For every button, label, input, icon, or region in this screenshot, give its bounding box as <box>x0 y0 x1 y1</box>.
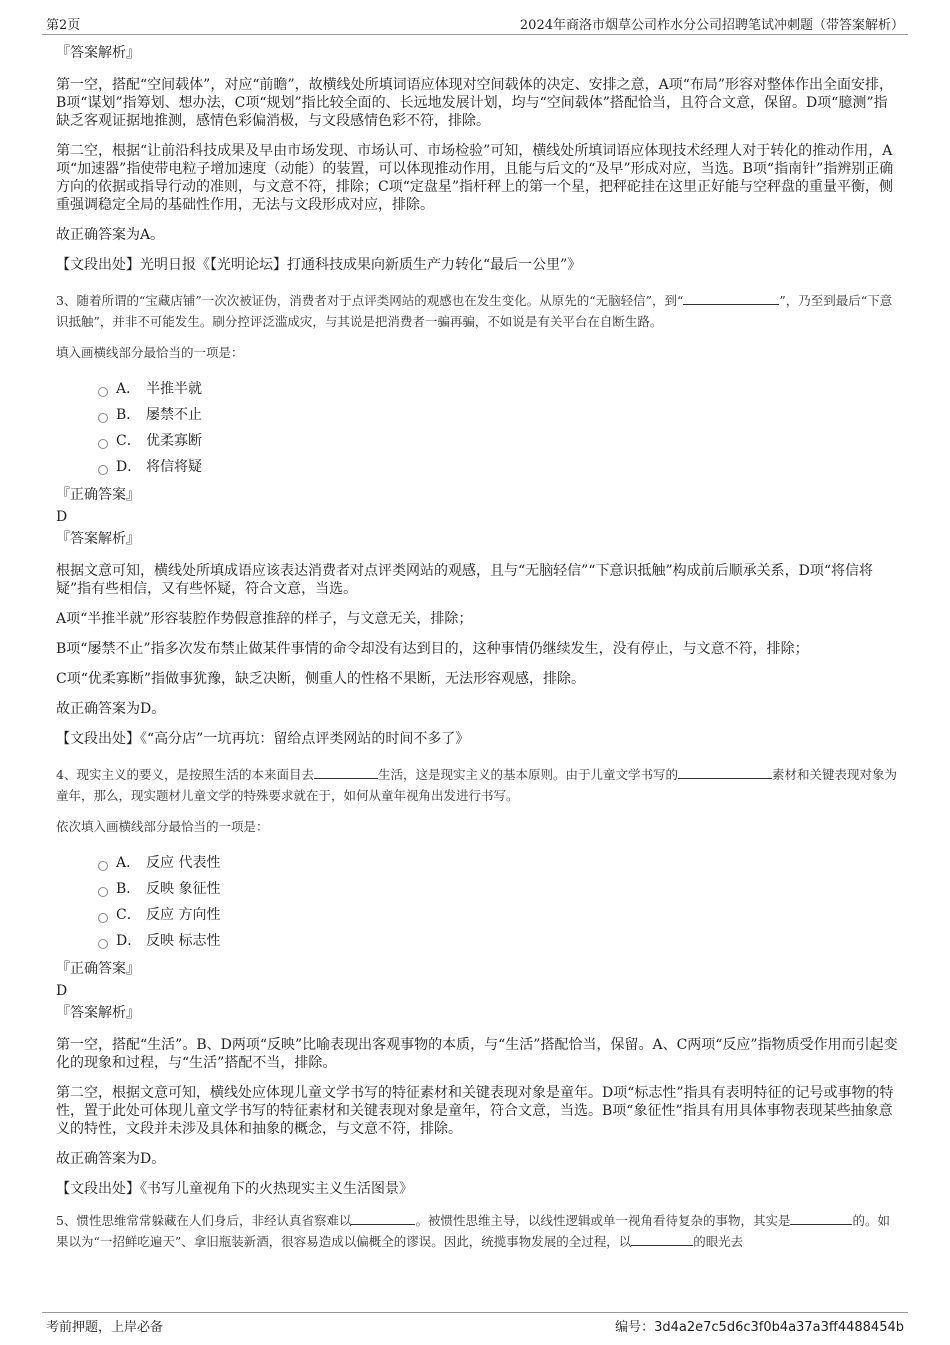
page-header <box>42 12 908 35</box>
q4-stem-part3: 素材和关键表现对象为童年，那么，现实题材儿童文学的特殊要求就在于，如何从童年视角出发进行书写。 <box>56 767 897 803</box>
q4-stem <box>56 764 898 806</box>
q4-prompt: 依次填入画横线部分最恰当的一项是： <box>56 819 269 834</box>
q2-conclusion: 故正确答案为A。 <box>56 227 165 243</box>
radio-icon[interactable] <box>98 861 108 871</box>
q4-answer: D <box>56 983 68 999</box>
q5-blank-2 <box>790 1211 852 1225</box>
q3-stem-part2: ”，乃至到最后“下意识抵触”，并非不可能发生。刷分控评泛滥成灾，与其说是把消费者一骗再骗，不如说是有关平台在自断生路。 <box>56 293 893 329</box>
page-footer <box>42 1312 908 1335</box>
analysis-label: 『答案解析』 <box>56 45 140 61</box>
q3-options <box>98 376 898 480</box>
q3-prompt: 填入画横线部分最恰当的一项是： <box>56 345 244 360</box>
q3-option-b[interactable]: B． 屡禁不止 <box>98 402 898 428</box>
q3-option-d[interactable]: D． 将信将疑 <box>98 454 898 480</box>
radio-icon[interactable] <box>98 387 108 397</box>
q5-stem <box>56 1210 898 1252</box>
page-number: 第2页 <box>46 18 81 33</box>
q4-analysis-p2: 第二空，根据文意可知，横线处应体现儿童文学书写的特征素材和关键表现对象是童年。D项“标志性”指具有表明特征的记号或事物的特性，置于此处可体现儿童文学书写的特征素材和关键表现对象是童年，符合文意，当选。B项“象征性”指具有用具体事物表现某些抽象意义的特性，文段并未涉及具体和抽象的概念，与文意不符，排除。 <box>56 1085 894 1137</box>
q4-conclusion: 故正确答案为D。 <box>56 1151 166 1167</box>
radio-icon[interactable] <box>98 913 108 923</box>
q5-blank-1 <box>351 1211 415 1225</box>
footer-slogan: 考前押题，上岸必备 <box>46 1320 164 1335</box>
q2-analysis-p2: 第二空，根据“让前沿科技成果及早由市场发现、市场认可、市场检验”可知，横线处所填词语应体现技术经理人对于转化的推动作用，A项“加速器”指使带电粒子增加速度（动能）的装置，可以体现推动作用，且能与后文的“及早”形成对应，当选。B项“指南针”指辨别正确方向的依据或指导行动的准则，与文意不符，排除；C项“定盘星”指杆秤上的第一个星，把秤砣挂在这里正好能与空秤盘的重量平衡，侧重强调稳定全局的基础性作用，无法与文段形成对应，排除。 <box>56 143 894 213</box>
analysis-label: 『答案解析』 <box>56 531 140 547</box>
q3-option-c[interactable]: C． 优柔寡断 <box>98 428 898 454</box>
q4-option-a[interactable]: A． 反应 代表性 <box>98 850 898 876</box>
q4-blank-2 <box>678 765 772 779</box>
q2-analysis-p1: 第一空，搭配“空间载体”，对应“前瞻”，故横线处所填词语应体现对空间载体的决定、安排之意，A项“布局”形容对整体作出全面安排，B项“谋划”指筹划、想办法，C项“规划”指比较全面的、长远地发展计划，均与“空间载体”搭配恰当，且符合文意，保留。D项“臆测”指缺乏客观证据地推测，感情色彩偏消极，与文段感情色彩不符，排除。 <box>56 77 894 129</box>
q4-source: 【文段出处】《书写儿童视角下的火热现实主义生活图景》 <box>56 1181 413 1197</box>
correct-answer-label: 『正确答案』 <box>56 961 140 977</box>
q4-analysis-p1: 第一空，搭配“生活”。B、D两项“反映”比喻表现出客观事物的本质，与“生活”搭配恰当，保留。A、C两项“反应”指物质受作用而引起变化的现象和过程，与“生活”搭配不当，排除。 <box>56 1037 898 1071</box>
q5-blank-3 <box>631 1232 693 1246</box>
q3-blank <box>683 291 779 305</box>
radio-icon[interactable] <box>98 439 108 449</box>
q4-options <box>98 850 898 954</box>
radio-icon[interactable] <box>98 465 108 475</box>
q3-analysis-p1: 根据文意可知，横线处所填成语应该表达消费者对点评类网站的观感，且与“无脑轻信”“下意识抵触”构成前后顺承关系，D项“将信将疑”指有些相信，又有些怀疑，符合文意，当选。 <box>56 563 874 597</box>
q5-stem-part2: 。被惯性思维主导，以线性逻辑或单一视角看待复杂的事物，其实是 <box>415 1213 791 1228</box>
q4-option-d[interactable]: D． 反映 标志性 <box>98 928 898 954</box>
q3-stem <box>56 290 898 332</box>
q3-analysis-p2: A项“半推半就”形容装腔作势假意推辞的样子，与文意无关，排除； <box>56 611 473 627</box>
q2-source: 【文段出处】光明日报《【光明论坛】打通科技成果向新质生产力转化“最后一公里”》 <box>56 257 582 273</box>
q3-source: 【文段出处】《“高分店”一坑再坑：留给点评类网站的时间不多了》 <box>56 731 470 747</box>
q3-answer: D <box>56 509 68 525</box>
radio-icon[interactable] <box>98 413 108 423</box>
document-code: 编号：3d4a2e7c5d6c3f0b4a37a3ff4488454b <box>615 1320 904 1335</box>
q3-option-a[interactable]: A． 半推半就 <box>98 376 898 402</box>
q4-stem-part2: 生活，这是现实主义的基本原则。由于儿童文学书写的 <box>377 767 678 782</box>
document-title: 2024年商洛市烟草公司柞水分公司招聘笔试冲刺题（带答案解析） <box>519 18 904 33</box>
q5-stem-part3: 的。如果以为“一招鲜吃遍天”、拿旧瓶装新酒，很容易造成以偏概全的谬误。因此，统揽事物发展的全过程，以 <box>56 1213 890 1249</box>
radio-icon[interactable] <box>98 887 108 897</box>
q3-analysis-p4: C项“优柔寡断”指做事犹豫，缺乏决断，侧重人的性格不果断，无法形容观感，排除。 <box>56 671 586 687</box>
q3-analysis-p3: B项“屡禁不止”指多次发布禁止做某件事情的命令却没有达到目的，这种事情仍继续发生，没有停止，与文意不符，排除； <box>56 641 809 657</box>
correct-answer-label: 『正确答案』 <box>56 487 140 503</box>
q5-stem-part1: 5、惯性思维常常躲藏在人们身后，非经认真省察难以 <box>56 1213 352 1228</box>
analysis-label: 『答案解析』 <box>56 1005 140 1021</box>
q4-stem-part1: 4、现实主义的要义，是按照生活的本来面目去 <box>56 767 314 782</box>
q3-stem-part1: 3、随着所谓的“宝藏店铺”一次次被证伪，消费者对于点评类网站的观感也在发生变化。从原先的“无脑轻信”，到“ <box>56 293 684 308</box>
q4-blank-1 <box>314 765 378 779</box>
q5-stem-part4: 的眼光去 <box>693 1234 744 1249</box>
q3-conclusion: 故正确答案为D。 <box>56 701 166 717</box>
q4-option-c[interactable]: C． 反应 方向性 <box>98 902 898 928</box>
radio-icon[interactable] <box>98 939 108 949</box>
q4-option-b[interactable]: B． 反映 象征性 <box>98 876 898 902</box>
document-body <box>56 44 898 1264</box>
